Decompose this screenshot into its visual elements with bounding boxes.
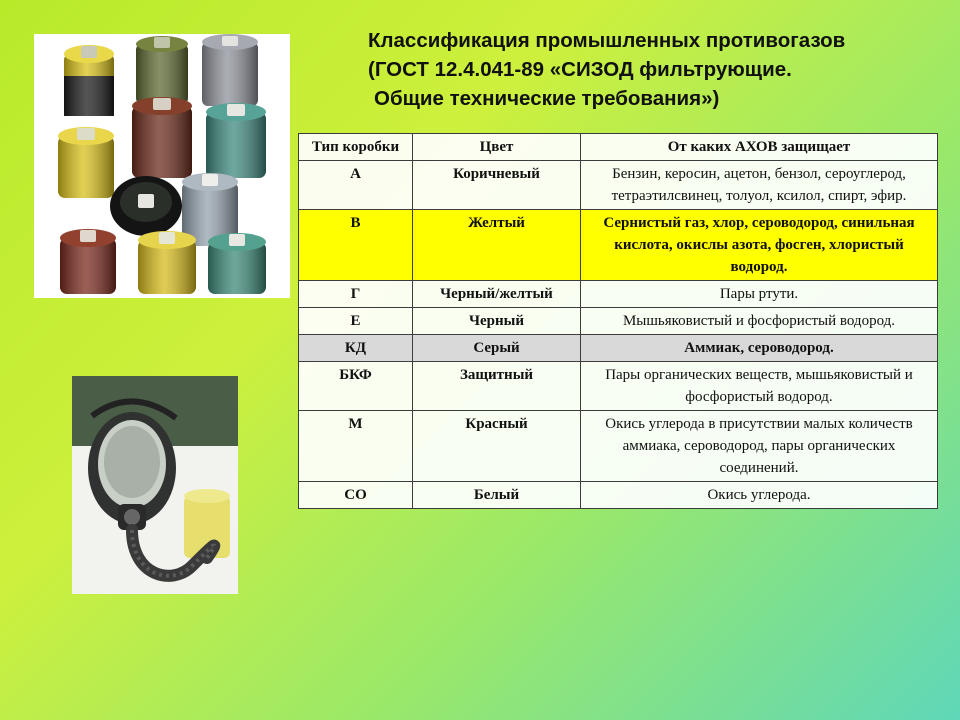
- table-row: [299, 362, 938, 411]
- header-color: Цвет: [413, 134, 581, 161]
- cell-protects: Сернистый газ, хлор, сероводород, синильная кислота, окислы азота, фосген, хлористый водород.: [581, 210, 938, 281]
- table-row: [299, 308, 938, 335]
- canisters-illustration: [34, 34, 290, 298]
- cell-type: Г: [299, 281, 413, 308]
- cell-type: СО: [299, 482, 413, 509]
- cell-protects: Окись углерода в присутствии малых количеств аммиака, сероводород, пары органических соединений.: [581, 411, 938, 482]
- table-row: [299, 161, 938, 210]
- cell-color: Белый: [413, 482, 581, 509]
- canister-gray-top: [202, 34, 258, 106]
- canister-yellow: [58, 127, 114, 198]
- cell-protects: Аммиак, сероводород.: [581, 335, 938, 362]
- table-row: [299, 411, 938, 482]
- slide-title: [368, 26, 948, 113]
- filter-canisters-photo: [34, 34, 290, 298]
- header-protects: От каких АХОВ защищает: [581, 134, 938, 161]
- header-type: Тип коробки: [299, 134, 413, 161]
- cell-color: Желтый: [413, 210, 581, 281]
- title-line-3: Общие технические требования»): [374, 87, 720, 110]
- classification-table: [298, 133, 938, 509]
- canister-brown: [132, 97, 192, 178]
- cell-color: Серый: [413, 335, 581, 362]
- title-line-1: Классификация промышленных противогазов: [368, 29, 846, 52]
- canister-olive: [136, 36, 188, 104]
- canister-teal-bottom: [208, 233, 266, 294]
- canister-black: [110, 176, 182, 236]
- cell-color: Черный/желтый: [413, 281, 581, 308]
- title-line-2: (ГОСТ 12.4.041-89 «СИЗОД фильтрующие.: [368, 58, 792, 81]
- cell-type: В: [299, 210, 413, 281]
- cell-color: Черный: [413, 308, 581, 335]
- cell-color: Коричневый: [413, 161, 581, 210]
- canister-yellow-black: [64, 45, 114, 116]
- gas-mask-illustration: [72, 376, 238, 594]
- cell-type: Е: [299, 308, 413, 335]
- canister-yellow-bottom: [138, 231, 196, 294]
- cell-color: Красный: [413, 411, 581, 482]
- cell-protects: Пары органических веществ, мышьяковистый и фосфористый водород.: [581, 362, 938, 411]
- cell-color: Защитный: [413, 362, 581, 411]
- gas-mask-photo: [72, 376, 238, 594]
- table-row: [299, 335, 938, 362]
- table-header-row: [299, 134, 938, 161]
- canister-teal: [206, 103, 266, 178]
- cell-protects: Окись углерода.: [581, 482, 938, 509]
- cell-protects: Бензин, керосин, ацетон, бензол, сероуглерод, тетраэтилсвинец, толуол, ксилол, спирт, эфир.: [581, 161, 938, 210]
- cell-type: М: [299, 411, 413, 482]
- cell-type: А: [299, 161, 413, 210]
- cell-protects: Пары ртути.: [581, 281, 938, 308]
- cell-protects: Мышьяковистый и фосфористый водород.: [581, 308, 938, 335]
- cell-type: БКФ: [299, 362, 413, 411]
- cell-type: КД: [299, 335, 413, 362]
- table-row: [299, 482, 938, 509]
- table-row: [299, 281, 938, 308]
- table-row: [299, 210, 938, 281]
- canister-red: [60, 229, 116, 294]
